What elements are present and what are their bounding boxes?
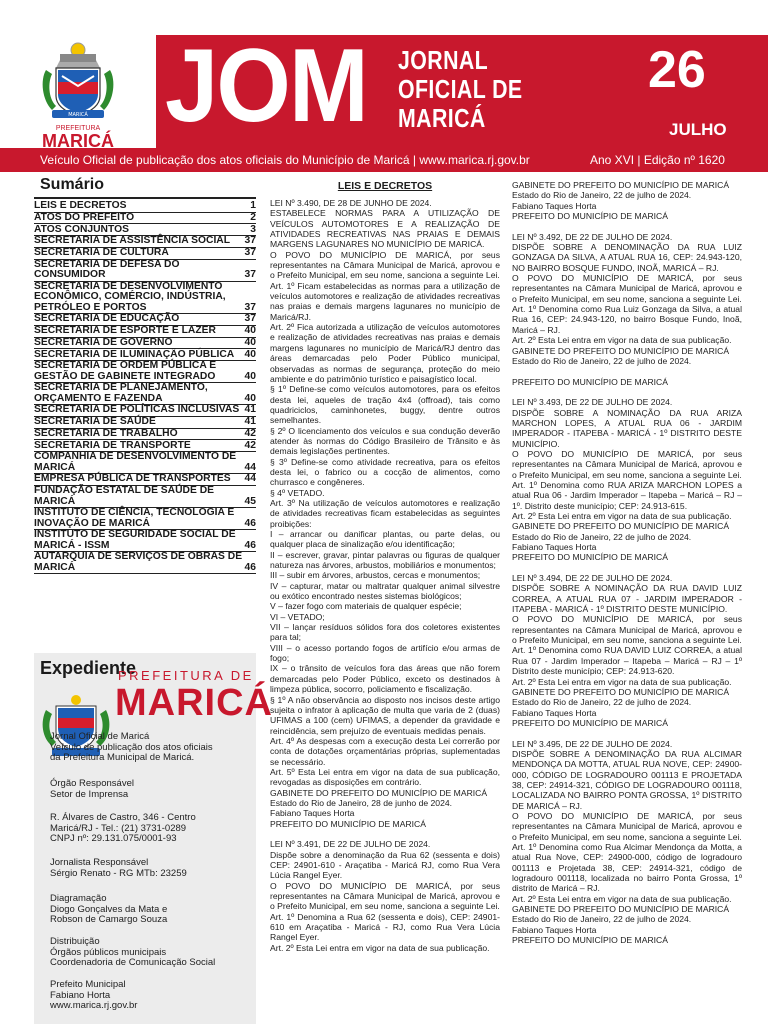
toc-entry-label: SECRETARIA DE ESPORTE E LAZER bbox=[34, 325, 216, 337]
sumario-title: Sumário bbox=[40, 176, 105, 193]
toc-entry-label: INSTITUTO DE CIÊNCIA, TECNOLOGIA E INOVAÇÃO DE MARICÁ bbox=[34, 507, 235, 529]
toc-entry-label: SECRETARIA DE EDUCAÇÃO bbox=[34, 313, 180, 325]
expediente-block bbox=[50, 894, 250, 926]
paragraph-spacer bbox=[512, 563, 742, 573]
svg-text:MARICÁ: MARICÁ bbox=[42, 131, 114, 151]
law-paragraph: I – arrancar ou danificar plantas, ou parte delas, ou qualquer placa de sinalização e/ou identificação; bbox=[270, 529, 500, 550]
law-paragraph: PREFEITO DO MUNICÍPIO DE MARICÁ bbox=[270, 818, 426, 829]
law-paragraph: Art. 4º As despesas com a execução desta Lei correrão por conta de dotações orçamentárias próprias, suplementadas se necessário. bbox=[270, 735, 500, 767]
expediente-line: Robson de Camargo Souza bbox=[50, 914, 168, 926]
expediente-line: Maricá/RJ - Tel.: (21) 3731-0289 bbox=[50, 822, 187, 834]
toc-entry-page: 40 bbox=[244, 336, 256, 348]
issue-month: JULHO bbox=[669, 120, 727, 139]
toc-entry[interactable] bbox=[34, 338, 256, 350]
toc-entry[interactable] bbox=[34, 486, 256, 508]
law-paragraph: DISPÕE SOBRE A NOMINAÇÃO DA RUA DAVID LUIZ CORREA, A ATUAL RUA 07 - JARDIM IMPERADOR - ITAPEBA - MARICÁ - 1º DISTRITO DESTE MUNICÍPIO. bbox=[512, 583, 742, 615]
column-leis-1 bbox=[270, 180, 500, 953]
expediente-line: Jornalista Responsável bbox=[50, 857, 149, 868]
toc-entry-page: 2 bbox=[250, 212, 256, 223]
expediente-prefeitura-label: PREFEITURA DE bbox=[118, 668, 254, 683]
law-paragraph: Art. 2º Esta Lei entra em vigor na data de sua publicação. bbox=[512, 676, 732, 687]
toc-entry-page: 46 bbox=[244, 517, 256, 529]
law-paragraph: GABINETE DO PREFEITO DO MUNICÍPIO DE MARICÁ bbox=[512, 345, 730, 356]
paragraph-spacer bbox=[270, 829, 500, 839]
section-title-leis-decretos: LEIS E DECRETOS bbox=[337, 180, 433, 192]
law-paragraph: Estado do Rio de Janeiro, 22 de julho de 2024. bbox=[512, 190, 692, 201]
table-of-contents bbox=[34, 201, 256, 574]
toc-entry-page: 42 bbox=[244, 427, 256, 439]
toc-entry-label: SECRETARIA DE ORDEM PÚBLICA E GESTÃO DE GABINETE INTEGRADO bbox=[34, 360, 217, 382]
toc-entry-label: SECRETARIA DE ASSISTÊNCIA SOCIAL bbox=[34, 235, 231, 247]
toc-entry-page: 1 bbox=[250, 200, 256, 212]
toc-entry-page: 45 bbox=[244, 495, 256, 507]
law-paragraph: GABINETE DO PREFEITO DO MUNICÍPIO DE MARICÁ bbox=[512, 180, 730, 190]
toc-entry[interactable] bbox=[34, 314, 256, 326]
law-heading: LEI Nº 3.491, DE 22 DE JULHO DE 2024. bbox=[270, 839, 431, 850]
expediente-line: Órgãos públicos municipais bbox=[50, 946, 167, 958]
paragraph-spacer bbox=[512, 387, 742, 397]
law-paragraph: DISPÕE SOBRE A DENOMINAÇÃO DA RUA ALCIMAR MENDONÇA DA MOTTA, ATUAL RUA NOVE, CEP: 24900-000, CÓDIGO DE LOGRADOURO 001113 E PROJETADA 38, CEP: 24914-321, CÓDIGO DE LOGRADOURO 001118, LOCALIZADA NO BAIRRO PONTA GROSSA, 1º DISTRITO DE MARICÁ – RJ. bbox=[512, 748, 742, 811]
toc-entry-page: 46 bbox=[244, 561, 256, 573]
jornal-oficial-title: JORNAL OFICIAL DE MARICÁ bbox=[398, 45, 523, 133]
law-paragraph: Art. 2º Esta Lei entra em vigor na data de sua publicação. bbox=[512, 335, 732, 346]
toc-entry-page: 37 bbox=[244, 313, 256, 325]
law-paragraph: Fabiano Taques Horta bbox=[270, 808, 355, 819]
law-paragraph: Estado do Rio de Janeiro, 22 de julho de 2024. bbox=[512, 697, 692, 708]
law-paragraph: VII – lançar resíduos sólidos fora dos coletores existentes para tal; bbox=[270, 622, 500, 643]
toc-entry[interactable] bbox=[34, 552, 256, 574]
law-paragraph: Art. 2º Fica autorizada a utilização de veículos automotores e realização de atividades recreativas nas praias e demais margens lagunares no município de Maricá/RJ dentro das áreas demarcadas pelo Poder Público municipal, observadas as normas de segurança, proteção do meio ambiente e do patrimônio turístico e paisagístico local. bbox=[270, 322, 500, 384]
expediente-block bbox=[50, 980, 250, 1012]
law-paragraph: Estado do Rio de Janeiro, 28 de junho de 2024. bbox=[270, 797, 453, 808]
toc-entry-label: INSTITUTO DE SEGURIDADE SOCIAL DE MARICÁ - ISSM bbox=[34, 529, 236, 551]
law-paragraph: Estado do Rio de Janeiro, 22 de julho de 2024. bbox=[512, 914, 692, 925]
edition-info: Ano XVI | Edição nº 1620 bbox=[590, 153, 725, 167]
paragraph-spacer bbox=[512, 728, 742, 738]
toc-entry[interactable] bbox=[34, 260, 256, 282]
law-paragraph: Fabiano Taques Horta bbox=[512, 200, 597, 211]
expediente-line: Veículo de publicação dos atos oficiais bbox=[50, 741, 213, 753]
toc-entry-label: SECRETARIA DE TRABALHO bbox=[34, 427, 178, 439]
toc-entry-label: ATOS CONJUNTOS bbox=[34, 223, 129, 235]
law-paragraph: Art. 3º Na utilização de veículos automotores e realização de atividades recreativas ficam estabelecidas as seguintes proibições: bbox=[270, 497, 500, 529]
law-heading: LEI Nº 3.492, DE 22 DE JULHO DE 2024. bbox=[512, 231, 673, 242]
law-paragraph: IV – capturar, matar ou maltratar qualquer animal silvestre ou exótico encontrado nestes sistemas biológicos; bbox=[270, 580, 500, 602]
law-paragraph: § 1º Define-se como veículos automotores, para os efeitos desta lei, aqueles de tração 4x4 (offroad), tais como quadriciclos, caminhonetes, buggy, dentre outros semelhantes. bbox=[270, 384, 500, 426]
paragraph-spacer bbox=[512, 221, 742, 231]
svg-text:MARICÁ: MARICÁ bbox=[68, 112, 88, 118]
law-paragraph: § 3º Define-se como atividade recreativa, para os efeitos desta lei, o fabrico ou a cocção de alimentos, como churrasco e congêneres. bbox=[270, 456, 500, 488]
svg-text:PREFEITURA: PREFEITURA bbox=[55, 125, 101, 132]
toc-entry-label: SECRETARIA DE SAÚDE bbox=[34, 416, 156, 428]
expediente-line: R. Álvares de Castro, 346 - Centro bbox=[50, 812, 196, 823]
toc-entry-page: 40 bbox=[244, 370, 256, 382]
law-paragraph: O POVO DO MUNICÍPIO DE MARICÁ, por seus representantes na Câmara Municipal de Maricá, aprovou e o Prefeito Municipal, em seu nome, sanciona a seguinte Lei. bbox=[512, 810, 742, 842]
law-paragraph: IX – o trânsito de veículos fora das áreas que não forem demarcadas pelo Poder Público, exceto os destinados à limpeza pública, socorro, policiamento e fiscalização. bbox=[270, 663, 500, 695]
expediente-line: da Prefeitura Municipal de Maricá. bbox=[50, 752, 195, 764]
expediente-line: Prefeito Municipal bbox=[50, 979, 126, 990]
toc-entry-label: AUTARQUIA DE SERVIÇOS DE OBRAS DE MARICÁ bbox=[34, 551, 243, 573]
expediente-line: CNPJ nº: 29.131.075/0001-93 bbox=[50, 833, 177, 845]
toc-entry-page: 37 bbox=[244, 301, 256, 313]
expediente-line: Diogo Gonçalves da Mata e bbox=[50, 903, 168, 915]
toc-entry[interactable] bbox=[34, 452, 256, 474]
law-paragraph: O POVO DO MUNICÍPIO DE MARICÁ, por seus representantes na Câmara Municipal de Maricá, aprovou e o Prefeito Municipal, em seu nome, sanciona a seguinte Lei. bbox=[270, 880, 500, 912]
toc-entry-page: 42 bbox=[244, 439, 256, 451]
law-paragraph: ESTABELECE NORMAS PARA A UTILIZAÇÃO DE VEÍCULOS AUTOMOTORES E A REALIZAÇÃO DE ATIVIDADES RECREATIVAS NAS PRAIAS E DEMAIS MARGENS LAGUNARES NO MUNICÍPIO DE MARICÁ. bbox=[270, 208, 500, 250]
toc-entry[interactable] bbox=[34, 248, 256, 260]
toc-entry-label: ATOS DO PREFEITO bbox=[34, 212, 135, 223]
toc-entry[interactable] bbox=[34, 213, 256, 225]
law-paragraph: Art. 2º Esta Lei entra em vigor na data de sua publicação. bbox=[270, 942, 490, 953]
toc-entry-label: SECRETARIA DE POLÍTICAS INCLUSIVAS bbox=[34, 404, 240, 416]
toc-entry-label: LEIS E DECRETOS bbox=[34, 200, 127, 212]
law-paragraph: Art. 1º Denomina a Rua 62 (sessenta e dois), CEP: 24901-610 em Araçatiba - Maricá - RJ, como Rua Vera Lúcia Rangel Eyer. bbox=[270, 911, 500, 943]
sumario-divider bbox=[34, 197, 256, 199]
expediente-block bbox=[50, 858, 250, 879]
toc-entry-label: EMPRESA PÚBLICA DE TRANSPORTES bbox=[34, 473, 231, 485]
toc-entry[interactable] bbox=[34, 429, 256, 441]
expediente-block bbox=[50, 937, 250, 969]
toc-entry-page: 37 bbox=[244, 247, 256, 259]
toc-entry-page: 3 bbox=[250, 223, 256, 235]
paragraph-spacer bbox=[512, 366, 742, 376]
expediente-title: Expediente bbox=[40, 658, 137, 678]
expediente-line: Fabiano Horta bbox=[50, 989, 111, 1001]
law-paragraph: Fabiano Taques Horta bbox=[512, 707, 597, 718]
law-paragraph: GABINETE DO PREFEITO DO MUNICÍPIO DE MARICÁ bbox=[512, 686, 730, 697]
toc-entry-label: SECRETARIA DE TRANSPORTE bbox=[34, 439, 191, 451]
toc-entry[interactable] bbox=[34, 383, 256, 405]
masthead bbox=[0, 0, 768, 172]
expediente-line[interactable]: www.marica.rj.gov.br bbox=[50, 1000, 138, 1012]
law-paragraph: VI – VETADO; bbox=[270, 611, 325, 622]
toc-entry[interactable] bbox=[34, 282, 256, 315]
toc-entry[interactable] bbox=[34, 508, 256, 530]
toc-entry-page: 40 bbox=[244, 325, 256, 337]
law-paragraph: Art. 5º Esta Lei entra em vigor na data de sua publicação, revogadas as disposições em contrário. bbox=[270, 766, 500, 788]
law-paragraph: PREFEITO DO MUNICÍPIO DE MARICÁ bbox=[512, 552, 668, 563]
toc-entry-label: SECRETARIA DE ILUMINAÇÃO PÚBLICA bbox=[34, 348, 235, 360]
expediente-block bbox=[50, 813, 250, 845]
expediente-block bbox=[50, 779, 250, 800]
law-paragraph: PREFEITO DO MUNICÍPIO DE MARICÁ bbox=[512, 717, 668, 728]
toc-entry-page: 44 bbox=[244, 473, 256, 485]
law-paragraph: § 4º VETADO. bbox=[270, 487, 325, 498]
law-paragraph: O POVO DO MUNICÍPIO DE MARICÁ, por seus representantes na Câmara Municipal de Maricá, aprovou e o Prefeito Municipal, em seu nome, sanciona a seguinte Lei. bbox=[270, 249, 500, 281]
expediente-line: Coordenadoria de Comunicação Social bbox=[50, 957, 216, 969]
law-paragraph: § 2º O licenciamento dos veículos e sua condução deverão atender às normas do Código Brasileiro de Trânsito e às demais legislações pertinentes. bbox=[270, 425, 500, 457]
expediente-line: Diagramação bbox=[50, 893, 107, 904]
toc-entry-page: 46 bbox=[244, 539, 256, 551]
expediente-line: Jornal Oficial de Maricá bbox=[50, 731, 150, 742]
toc-entry[interactable] bbox=[34, 326, 256, 338]
law-heading: LEI Nº 3.495, DE 22 DE JULHO DE 2024. bbox=[512, 738, 673, 749]
tagline: Veículo Oficial de publicação dos atos oficiais do Município de Maricá | www.marica.rj.gov.br bbox=[40, 153, 530, 167]
toc-entry-label: SECRETARIA DE DEFESA DO CONSUMIDOR bbox=[34, 258, 180, 281]
law-paragraph: Fabiano Taques Horta bbox=[512, 924, 597, 935]
law-paragraph: VIII – o acesso portando fogos de artifício e/ou armas de fogo; bbox=[270, 642, 500, 664]
toc-entry-label: SECRETARIA DE GOVERNO bbox=[34, 336, 173, 348]
law-paragraph: PREFEITO DO MUNICÍPIO DE MARICÁ bbox=[512, 935, 668, 946]
law-paragraph: DISPÕE SOBRE A NOMINAÇÃO DA RUA ARIZA MARCHON LOPES, A ATUAL RUA 06 - JARDIM IMPERADOR - ITAPEBA - MARICÁ - 1º DISTRITO DESTE MUNICÍPIO. bbox=[512, 407, 742, 449]
expediente-marica-wordmark: MARICÁ bbox=[115, 682, 273, 724]
toc-entry[interactable] bbox=[34, 361, 256, 383]
law-paragraph: II – escrever, gravar, pintar palavras ou figuras de qualquer natureza nas árvores, arbustos, mobiliários e monumentos; bbox=[270, 549, 500, 571]
law-paragraph: PREFEITO DO MUNICÍPIO DE MARICÁ bbox=[512, 211, 668, 222]
toc-entry-label: SECRETARIA DE DESENVOLVIMENTO ECONÔMICO, COMÉRCIO, INDÚSTRIA, PETRÓLEO E PORTOS bbox=[34, 280, 226, 313]
law-heading: LEI Nº 3.493, DE 22 DE JULHO DE 2024. bbox=[512, 397, 673, 408]
toc-entry[interactable] bbox=[34, 530, 256, 552]
law-paragraph: GABINETE DO PREFEITO DO MUNICÍPIO DE MARICÁ bbox=[270, 787, 488, 798]
law-paragraph: § 1º A não observância ao disposto nos incisos deste artigo sujeita o infrator à aplicação de multa que varia de 2 (duas) UFIMAS a 100 (cem) UFIMAS, a depender da gravidade e reincidência, sem prejuízo de eventuais medidas penais. bbox=[270, 694, 500, 736]
law-paragraph: Dispõe sobre a denominação da Rua 62 (sessenta e dois) CEP: 24901-610 - Araçatiba - Maricá RJ, como Rua Vera Lúcia Rangel Eyer. bbox=[270, 849, 500, 881]
law-paragraph: DISPÕE SOBRE A DENOMINAÇÃO DA RUA LUIZ GONZAGA DA SILVA, A ATUAL RUA 16, CEP: 24.943-120, NO BAIRRO BOSQUE FUNDO, INOÃ, MARICÁ – RJ. bbox=[512, 242, 742, 273]
toc-entry-label: COMPANHIA DE DESENVOLVIMENTO DE MARICÁ bbox=[34, 451, 237, 473]
law-paragraph: V – fazer fogo com materiais de qualquer espécie; bbox=[270, 601, 462, 612]
toc-entry-label: SECRETARIA DE CULTURA bbox=[34, 247, 169, 259]
law-paragraph: Art. 1º Ficam estabelecidas as normas para a utilização de veículos automotores e realização de atividades recreativas nas praias e demais margens lagunares no município de Maricá/RJ. bbox=[270, 280, 500, 322]
law-paragraph: Art. 2º Esta Lei entra em vigor na data de sua publicação. bbox=[512, 893, 732, 904]
column-leis-2 bbox=[512, 180, 742, 945]
expediente-line: Distribuição bbox=[50, 936, 100, 947]
toc-entry-page: 37 bbox=[244, 269, 256, 281]
expediente-line: Setor de Imprensa bbox=[50, 788, 129, 800]
law-heading: LEI Nº 3.490, DE 28 DE JUNHO DE 2024. bbox=[270, 198, 432, 208]
law-paragraph: PREFEITO DO MUNICÍPIO DE MARICÁ bbox=[512, 376, 668, 387]
toc-entry[interactable] bbox=[34, 417, 256, 429]
law-paragraph: Estado do Rio de Janeiro, 22 de julho de 2024. bbox=[512, 531, 692, 542]
expediente-block bbox=[50, 732, 250, 764]
toc-entry[interactable] bbox=[34, 201, 256, 213]
toc-entry[interactable] bbox=[34, 236, 256, 248]
law-heading: LEI Nº 3.494, DE 22 DE JULHO DE 2024. bbox=[512, 573, 673, 584]
toc-entry-page: 40 bbox=[244, 392, 256, 404]
law-paragraph: GABINETE DO PREFEITO DO MUNICÍPIO DE MARICÁ bbox=[512, 521, 730, 532]
toc-entry-page: 44 bbox=[244, 461, 256, 473]
toc-entry-page: 37 bbox=[244, 235, 256, 247]
law-paragraph: Estado do Rio de Janeiro, 22 de julho de 2024. bbox=[512, 355, 692, 366]
law-paragraph: O POVO DO MUNICÍPIO DE MARICÁ, por seus representantes na Câmara Municipal de Maricá, aprovou e o Prefeito Municipal, em seu nome, sanciona a seguinte Lei. bbox=[512, 273, 742, 304]
law-paragraph: O POVO DO MUNICÍPIO DE MARICÁ, por seus representantes na Câmara Municipal de Maricá, aprovou e o Prefeito Municipal, em seu nome, sanciona a seguinte Lei. bbox=[512, 614, 742, 646]
expediente-line: Sérgio Renato - RG MTb: 23259 bbox=[50, 867, 187, 879]
law-paragraph: GABINETE DO PREFEITO DO MUNICÍPIO DE MARICÁ bbox=[512, 904, 730, 915]
law-paragraph: III – subir em árvores, arbustos, cercas e monumentos; bbox=[270, 570, 481, 581]
toc-entry-label: FUNDAÇÃO ESTATAL DE SAÚDE DE MARICÁ bbox=[34, 485, 215, 507]
toc-entry[interactable] bbox=[34, 440, 256, 452]
toc-entry-label: SECRETARIA DE PLANEJAMENTO, ORÇAMENTO E FAZENDA bbox=[34, 382, 208, 404]
expediente-line: Órgão Responsável bbox=[50, 778, 134, 789]
toc-entry-page: 41 bbox=[244, 416, 256, 428]
law-paragraph: Fabiano Taques Horta bbox=[512, 542, 597, 553]
law-paragraph: Art. 2º Esta Lei entra em vigor na data de sua publicação. bbox=[512, 511, 732, 521]
law-paragraph: O POVO DO MUNICÍPIO DE MARICÁ, por seus representantes na Câmara Municipal de Maricá, aprovou e o Prefeito Municipal, em seu nome, sanciona a seguinte Lei. bbox=[512, 448, 742, 480]
issue-day: 26 bbox=[648, 41, 706, 99]
law-paragraph: Art. 1º Denomina como Rua Luiz Gonzaga da Silva, a atual Rua 16, CEP: 24.943-120, no bairro Bosque Fundo, Inoã, Maricá – RJ. bbox=[512, 304, 742, 335]
law-paragraph: Art. 1º Denomina como RUA DAVID LUIZ CORREA, a atual Rua 07 - Jardim Imperador – Itapeba – Maricá – RJ – 1º Distrito deste município; CEP: 24.913-620. bbox=[512, 645, 742, 677]
jom-wordmark: JOM bbox=[165, 28, 367, 144]
law-paragraph: Art. 1º Denomina como RUA ARIZA MARCHON LOPES a atual Rua 06 - Jardim Imperador – Itapeba – Maricá – RJ – 1º. Distrito deste município; CEP: 24.913-615. bbox=[512, 479, 742, 511]
marica-coat-of-arms-logo bbox=[38, 40, 118, 152]
toc-entry-page: 41 bbox=[244, 404, 256, 416]
toc-entry-page: 40 bbox=[244, 348, 256, 360]
law-paragraph: Art. 1º Denomina como Rua Alcimar Mendonça da Motta, a atual Rua Nove, CEP: 24900-000, código de logradouro 001113 e Projetada 38, CEP: 24914-321, código de logradouro 001118, localizada no bairro Ponta Grossa, 1º distrito de Maricá – RJ. bbox=[512, 842, 742, 894]
